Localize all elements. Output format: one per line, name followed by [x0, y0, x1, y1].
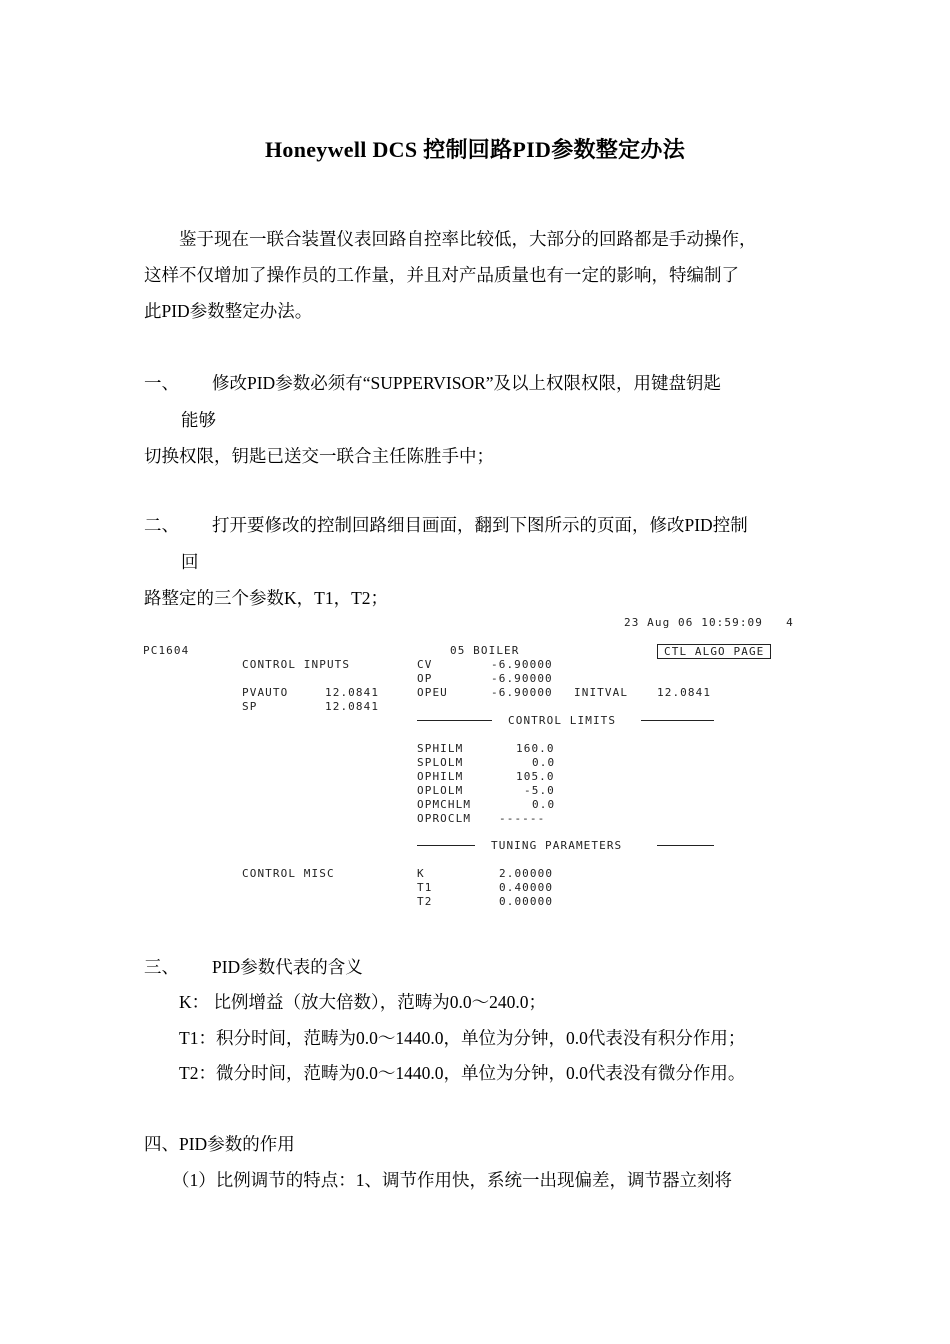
oplolm-value: -5.0 [524, 784, 555, 797]
initval-value: 12.0841 [657, 686, 712, 699]
t2-value[interactable]: 0.00000 [499, 895, 554, 908]
opmchlm-value: 0.0 [532, 798, 556, 811]
t2-label: T2 [417, 895, 433, 908]
pvauto-value: 12.0841 [325, 686, 380, 699]
splolm-value: 0.0 [532, 756, 556, 769]
t1-definition: T1：积分时间，范畴为0.0～1440.0，单位为分钟，0.0代表没有积分作用； [179, 1028, 746, 1048]
k-label: K [417, 867, 425, 880]
section-3-heading: PID参数代表的含义 [212, 957, 363, 977]
ophilm-label: OPHILM [417, 770, 464, 783]
cv-value: -6.90000 [491, 658, 553, 671]
section-1-number: 一、 [144, 373, 179, 393]
t2-definition: T2：微分时间，范畴为0.0～1440.0，单位为分钟，0.0代表没有微分作用。 [179, 1063, 746, 1083]
control-limits-heading: CONTROL LIMITS [508, 714, 617, 727]
intro-line-1: 鉴于现在一联合装置仪表回路自控率比较低，大部分的回路都是手动操作， [179, 229, 757, 249]
oproclm-value: ------ [499, 812, 546, 825]
sphilm-label: SPHILM [417, 742, 464, 755]
document-title: Honeywell DCS 控制回路PID参数整定办法 [265, 137, 685, 162]
limits-rule-right [641, 720, 714, 721]
section-1-line-1: 修改PID参数必须有“SUPPERVISOR”及以上权限权限，用键盘钥匙 [212, 373, 722, 393]
t1-value[interactable]: 0.40000 [499, 881, 554, 894]
control-misc-heading: CONTROL MISC [242, 867, 335, 880]
section-2-line-3: 路整定的三个参数K，T1，T2； [144, 588, 389, 608]
k-definition: K： 比例增益（放大倍数），范畴为0.0～240.0； [179, 992, 547, 1012]
screen-unit: 05 BOILER [450, 644, 520, 657]
section-2-number: 二、 [144, 515, 179, 535]
screen-timestamp: 23 Aug 06 10:59:09 4 [624, 616, 794, 629]
opmchlm-label: OPMCHLM [417, 798, 472, 811]
sphilm-value: 160.0 [516, 742, 555, 755]
t1-label: T1 [417, 881, 433, 894]
oplolm-label: OPLOLM [417, 784, 464, 797]
screen-tag: PC1604 [143, 644, 190, 657]
sp-value: 12.0841 [325, 700, 380, 713]
section-2-line-1: 打开要修改的控制回路细目画面，翻到下图所示的页面，修改PID控制 [212, 515, 748, 535]
tuning-rule-left [417, 845, 475, 846]
section-4-heading: 四、PID参数的作用 [144, 1134, 295, 1154]
intro-line-2: 这样不仅增加了操作员的工作量，并且对产品质量也有一定的影响，特编制了 [144, 265, 739, 285]
op-label: OP [417, 672, 433, 685]
ophilm-value: 105.0 [516, 770, 555, 783]
tuning-rule-right [657, 845, 714, 846]
sp-label: SP [242, 700, 258, 713]
section-1-line-3: 切换权限，钥匙已送交一联合主任陈胜手中； [144, 446, 494, 466]
op-value: -6.90000 [491, 672, 553, 685]
splolm-label: SPLOLM [417, 756, 464, 769]
section-3-number: 三、 [144, 957, 179, 977]
cv-label: CV [417, 658, 433, 671]
control-inputs-heading: CONTROL INPUTS [242, 658, 351, 671]
oproclm-label: OPROCLM [417, 812, 472, 825]
intro-line-3: 此PID参数整定办法。 [144, 301, 313, 321]
initval-label: INITVAL [574, 686, 629, 699]
opeu-label: OPEU [417, 686, 448, 699]
section-1-line-2: 能够 [181, 410, 216, 430]
section-4-item-1: （1）比例调节的特点：1、调节作用快，系统一出现偏差，调节器立刻将 [172, 1170, 732, 1190]
k-value[interactable]: 2.00000 [499, 867, 554, 880]
ctl-algo-page-button[interactable]: CTL ALGO PAGE [657, 644, 771, 659]
opeu-value: -6.90000 [491, 686, 553, 699]
pvauto-label: PVAUTO [242, 686, 289, 699]
dcs-screen-capture [140, 612, 830, 912]
tuning-parameters-heading: TUNING PARAMETERS [491, 839, 623, 852]
section-2-line-2: 回 [181, 552, 199, 572]
limits-rule-left [417, 720, 492, 721]
